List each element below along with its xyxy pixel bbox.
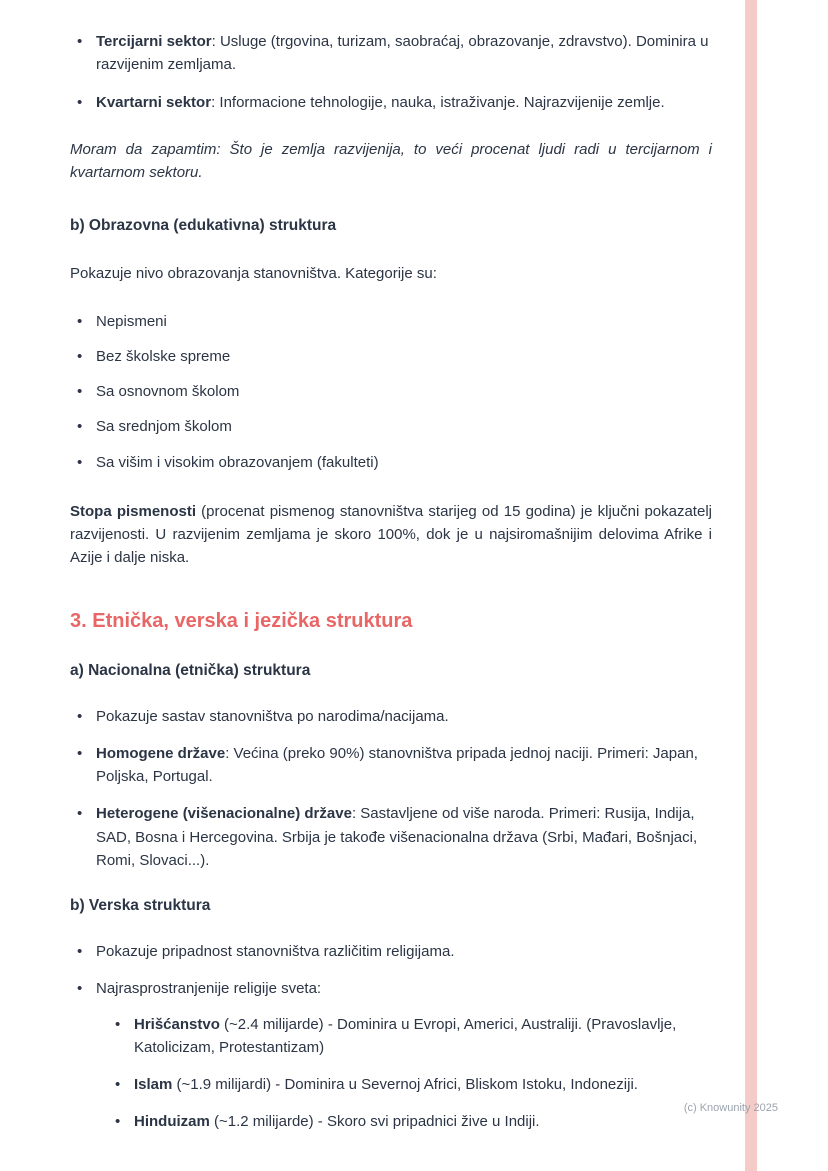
heading-nacionalna-struktura: a) Nacionalna (etnička) struktura xyxy=(70,661,311,679)
term-text: Najrasprostranjenije religije sveta: xyxy=(96,980,322,998)
list-item-hriscanstvo xyxy=(109,1013,712,1060)
reminder-note: Moram da zapamtim: Što je zemlja razvijenija, to veći procenat ljudi radi u tercijarnom i kvartarnom sektoru. xyxy=(70,140,712,181)
list-item-bez-spreme: • Bez školske spreme xyxy=(70,345,712,368)
term-text: : Informacione tehnologije, nauka, istraživanje. Najrazvijenije zemlje. xyxy=(211,93,665,111)
verska-list xyxy=(70,940,712,1134)
term-bold: Kvartarni sektor xyxy=(96,93,212,111)
paragraph-obrazovna-intro: Pokazuje nivo obrazovanja stanovništva. Kategorije su: xyxy=(70,265,437,283)
heading-obrazovna-struktura: b) Obrazovna (edukativna) struktura xyxy=(70,217,337,235)
paragraph-stopa-pismenosti xyxy=(70,500,712,570)
list-item-heterogene xyxy=(70,802,712,872)
term-text: (~2.4 milijarde) - Dominira u Evropi, Americi, Australiji. (Pravoslavlje, Katolicizam, Protestantizam) xyxy=(134,1015,677,1056)
list-item-srednja: • Sa srednjom školom xyxy=(70,415,712,438)
term-text: : Većina (preko 90%) stanovništva pripada jednoj naciji. Primeri: Japan, Poljska, Portugal. xyxy=(96,744,698,786)
term-text: (procenat pismenog stanovništva starijeg od 15 godina) je ključni pokazatelj razvijenosti. U razvijenim zemljama je skoro 100%, dok je u najsiromašnijim delovima Afrike i Azije i dalje niska. xyxy=(70,502,712,567)
list-item-nepismeni: • Nepismeni xyxy=(70,310,712,333)
decorative-pink-bar xyxy=(745,0,757,1171)
term-text: Pokazuje sastav stanovništva po narodima/nacijama. xyxy=(96,707,449,725)
term-text: (~1.9 milijardi) - Dominira u Severnoj Africi, Bliskom Istoku, Indoneziji. xyxy=(172,1076,638,1094)
term-bold: Tercijarni sektor xyxy=(96,33,212,50)
list-item-tercijarni xyxy=(70,30,712,77)
education-levels-list xyxy=(70,310,712,474)
religions-sublist xyxy=(109,1013,712,1134)
list-item-kvartarni xyxy=(70,91,712,114)
list-item-fakulteti: • Sa višim i visokim obrazovanjem (fakulteti) xyxy=(70,451,712,474)
term-bold: Homogene države xyxy=(96,744,226,762)
list-item-homogene xyxy=(70,742,712,789)
term-text: (~1.2 milijarde) - Skoro svi pripadnici žive u Indiji. xyxy=(209,1113,540,1131)
list-item-islam xyxy=(109,1073,712,1096)
heading-verska-struktura: b) Verska struktura xyxy=(70,897,211,915)
nacionalna-list xyxy=(70,705,712,873)
term-bold: Hrišćanstvo xyxy=(134,1015,220,1033)
list-item-osnovna: • Sa osnovnom školom xyxy=(70,380,712,403)
sector-list xyxy=(70,30,712,114)
term-bold: Stopa pismenosti xyxy=(70,502,197,520)
list-item-religije xyxy=(70,977,712,1133)
list-item-pripadnost: • Pokazuje pripadnost stanovništva različitim religijama. xyxy=(70,940,712,963)
term-bold: Islam xyxy=(134,1076,173,1094)
list-item-hinduizam xyxy=(109,1110,712,1133)
term-bold: Heterogene (višenacionalne) države xyxy=(96,805,352,823)
term-text: : Sastavljene od više naroda. Primeri: Rusija, Indija, SAD, Bosna i Hercegovina. Srbija je takođe višenacionalna država (Srbi, Mađari, Bošnjaci, Romi, Slovaci...). xyxy=(96,805,698,869)
section-heading-etnicka: 3. Etnička, verska i jezička struktura xyxy=(70,609,413,632)
term-bold: Hinduizam xyxy=(134,1113,210,1131)
copyright-watermark: (c) Knowunity 2025 xyxy=(683,1102,778,1114)
list-item-sastav xyxy=(70,705,712,728)
term-text: : Usluge (trgovina, turizam, saobraćaj, obrazovanje, zdravstvo). Dominira u razvijenim zemljama. xyxy=(96,33,709,74)
